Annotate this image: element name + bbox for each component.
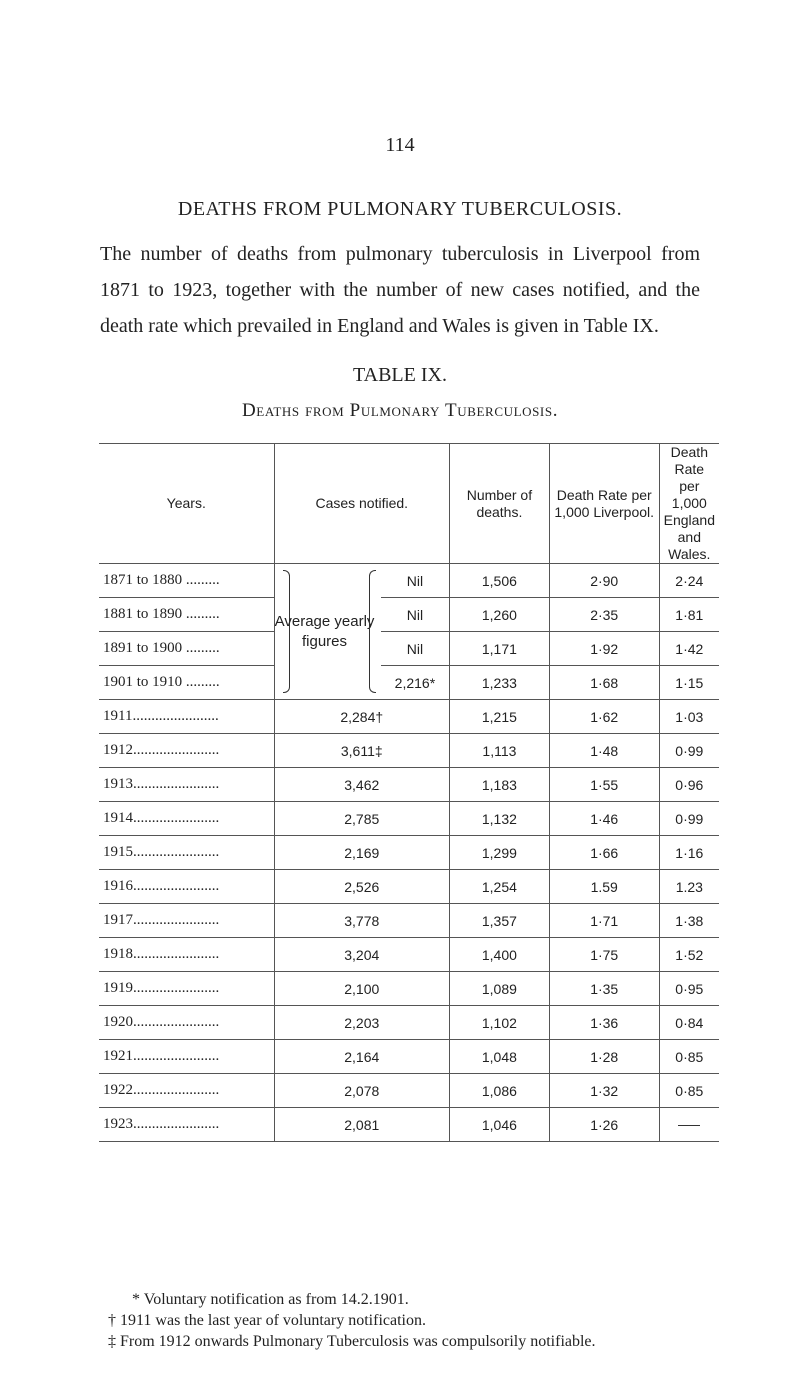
table-row: [99, 632, 719, 666]
year-cell: 1919.......................: [99, 972, 274, 1006]
cases-cell: 2,169: [274, 836, 450, 870]
average-yearly-figures: [274, 564, 381, 700]
brace-right-icon: [369, 570, 376, 693]
year-cell: 1912.......................: [99, 734, 274, 768]
table-row: [99, 564, 719, 598]
year-cell: 1881 to 1890 .........: [99, 598, 274, 632]
average-label: Average yearly figures: [274, 612, 375, 650]
rate-england-cell: 0·99: [659, 802, 719, 836]
rate-england-cell: [659, 1108, 719, 1142]
year-cell: 1871 to 1880 .........: [99, 564, 274, 598]
year-cell: 1916.......................: [99, 870, 274, 904]
cases-cell: 2,203: [274, 1006, 450, 1040]
cases-cell: Nil: [381, 564, 450, 598]
table-row: [99, 734, 719, 768]
cases-cell: 2,785: [274, 802, 450, 836]
cases-cell: 3,204: [274, 938, 450, 972]
table-row: [99, 768, 719, 802]
rate-england-cell: 0·95: [659, 972, 719, 1006]
rate-liverpool-cell: 1.59: [549, 870, 659, 904]
rate-liverpool-cell: 1·26: [549, 1108, 659, 1142]
rate-liverpool-cell: 1·68: [549, 666, 659, 700]
year-cell: 1917.......................: [99, 904, 274, 938]
page-number: 114: [385, 134, 415, 156]
rate-england-cell: 1·52: [659, 938, 719, 972]
deaths-cell: 1,046: [450, 1108, 550, 1142]
year-cell: 1920.......................: [99, 1006, 274, 1040]
rate-england-cell: 1·81: [659, 598, 719, 632]
rate-england-cell: 0·85: [659, 1074, 719, 1108]
deaths-cell: 1,357: [450, 904, 550, 938]
header-cases-notified: Cases notified.: [274, 444, 450, 564]
rate-liverpool-cell: 1·75: [549, 938, 659, 972]
table-row: [99, 1040, 719, 1074]
rate-england-cell: 0·96: [659, 768, 719, 802]
deaths-cell: 1,102: [450, 1006, 550, 1040]
cases-cell: 2,078: [274, 1074, 450, 1108]
deaths-cell: 1,260: [450, 598, 550, 632]
cases-cell: 3,778: [274, 904, 450, 938]
rate-liverpool-cell: 2·90: [549, 564, 659, 598]
table-row: [99, 1074, 719, 1108]
deaths-cell: 1,048: [450, 1040, 550, 1074]
deaths-cell: 1,086: [450, 1074, 550, 1108]
header-years: Years.: [99, 444, 274, 564]
rate-liverpool-cell: 1·92: [549, 632, 659, 666]
deaths-cell: 1,215: [450, 700, 550, 734]
rate-england-cell: 1·42: [659, 632, 719, 666]
deaths-cell: 1,183: [450, 768, 550, 802]
table-header-row: [99, 444, 719, 564]
year-cell: 1921.......................: [99, 1040, 274, 1074]
table-row: [99, 904, 719, 938]
deaths-cell: 1,233: [450, 666, 550, 700]
deaths-cell: 1,113: [450, 734, 550, 768]
rate-england-cell: 0·84: [659, 1006, 719, 1040]
rate-liverpool-cell: 1·66: [549, 836, 659, 870]
footnote-1912: ‡ From 1912 onwards Pulmonary Tuberculosis was compulsorily notifiable.: [108, 1333, 596, 1350]
header-death-rate-liverpool: Death Rate per 1,000 Liverpool.: [549, 444, 659, 564]
cases-cell: 2,081: [274, 1108, 450, 1142]
section-heading: DEATHS FROM PULMONARY TUBERCULOSIS.: [177, 198, 623, 220]
cases-cell: 3,462: [274, 768, 450, 802]
rate-liverpool-cell: 1·46: [549, 802, 659, 836]
table-row: [99, 870, 719, 904]
rate-liverpool-cell: 1·55: [549, 768, 659, 802]
rate-liverpool-cell: 1·48: [549, 734, 659, 768]
header-death-rate-england: Death Rate per 1,000 England and Wales.: [659, 444, 719, 564]
table-subtitle: Deaths from Pulmonary Tuberculosis.: [241, 400, 559, 421]
footnote-voluntary: * Voluntary notification as from 14.2.1901.: [132, 1291, 409, 1308]
header-number-of-deaths: Number of deaths.: [450, 444, 550, 564]
table-row: [99, 700, 719, 734]
table-row: [99, 802, 719, 836]
rate-england-cell: 0·99: [659, 734, 719, 768]
rate-liverpool-cell: 1·32: [549, 1074, 659, 1108]
year-cell: 1915.......................: [99, 836, 274, 870]
deaths-cell: 1,089: [450, 972, 550, 1006]
cases-cell: 3,611‡: [274, 734, 450, 768]
table-row: [99, 666, 719, 700]
cases-cell: 2,216*: [381, 666, 450, 700]
rate-england-cell: 1·15: [659, 666, 719, 700]
deaths-cell: 1,400: [450, 938, 550, 972]
rate-liverpool-cell: 1·28: [549, 1040, 659, 1074]
rate-liverpool-cell: 1·35: [549, 972, 659, 1006]
year-cell: 1922.......................: [99, 1074, 274, 1108]
deaths-cell: 1,132: [450, 802, 550, 836]
cases-cell: 2,284†: [274, 700, 450, 734]
table-row: [99, 598, 719, 632]
table-row: [99, 972, 719, 1006]
year-cell: 1901 to 1910 .........: [99, 666, 274, 700]
rate-england-cell: 1.23: [659, 870, 719, 904]
rate-liverpool-cell: 1·36: [549, 1006, 659, 1040]
table-title: TABLE IX.: [353, 364, 447, 386]
table-row: [99, 938, 719, 972]
rate-england-cell: 2·24: [659, 564, 719, 598]
year-cell: 1914.......................: [99, 802, 274, 836]
deaths-cell: 1,171: [450, 632, 550, 666]
tuberculosis-table: [99, 443, 719, 1142]
empty-dash-icon: [678, 1125, 700, 1126]
rate-england-cell: 1·38: [659, 904, 719, 938]
cases-cell: 2,526: [274, 870, 450, 904]
cases-cell: Nil: [381, 598, 450, 632]
rate-england-cell: 0·85: [659, 1040, 719, 1074]
year-cell: 1923.......................: [99, 1108, 274, 1142]
deaths-cell: 1,506: [450, 564, 550, 598]
year-cell: 1913.......................: [99, 768, 274, 802]
year-cell: 1891 to 1900 .........: [99, 632, 274, 666]
intro-paragraph: The number of deaths from pulmonary tuberculosis in Liverpool from 1871 to 1923, together with the number of new cases notified, and the death rate which prevailed in England and Wales is given in Table IX.: [100, 243, 700, 337]
year-cell: 1911.......................: [99, 700, 274, 734]
rate-liverpool-cell: 1·71: [549, 904, 659, 938]
cases-cell: 2,164: [274, 1040, 450, 1074]
table-row: [99, 1108, 719, 1142]
rate-liverpool-cell: 1·62: [549, 700, 659, 734]
table-row: [99, 836, 719, 870]
cases-cell: 2,100: [274, 972, 450, 1006]
rate-england-cell: 1·03: [659, 700, 719, 734]
deaths-cell: 1,254: [450, 870, 550, 904]
rate-england-cell: 1·16: [659, 836, 719, 870]
table-row: [99, 1006, 719, 1040]
footnote-1911: † 1911 was the last year of voluntary notification.: [108, 1312, 426, 1329]
deaths-cell: 1,299: [450, 836, 550, 870]
year-cell: 1918.......................: [99, 938, 274, 972]
rate-liverpool-cell: 2·35: [549, 598, 659, 632]
cases-cell: Nil: [381, 632, 450, 666]
